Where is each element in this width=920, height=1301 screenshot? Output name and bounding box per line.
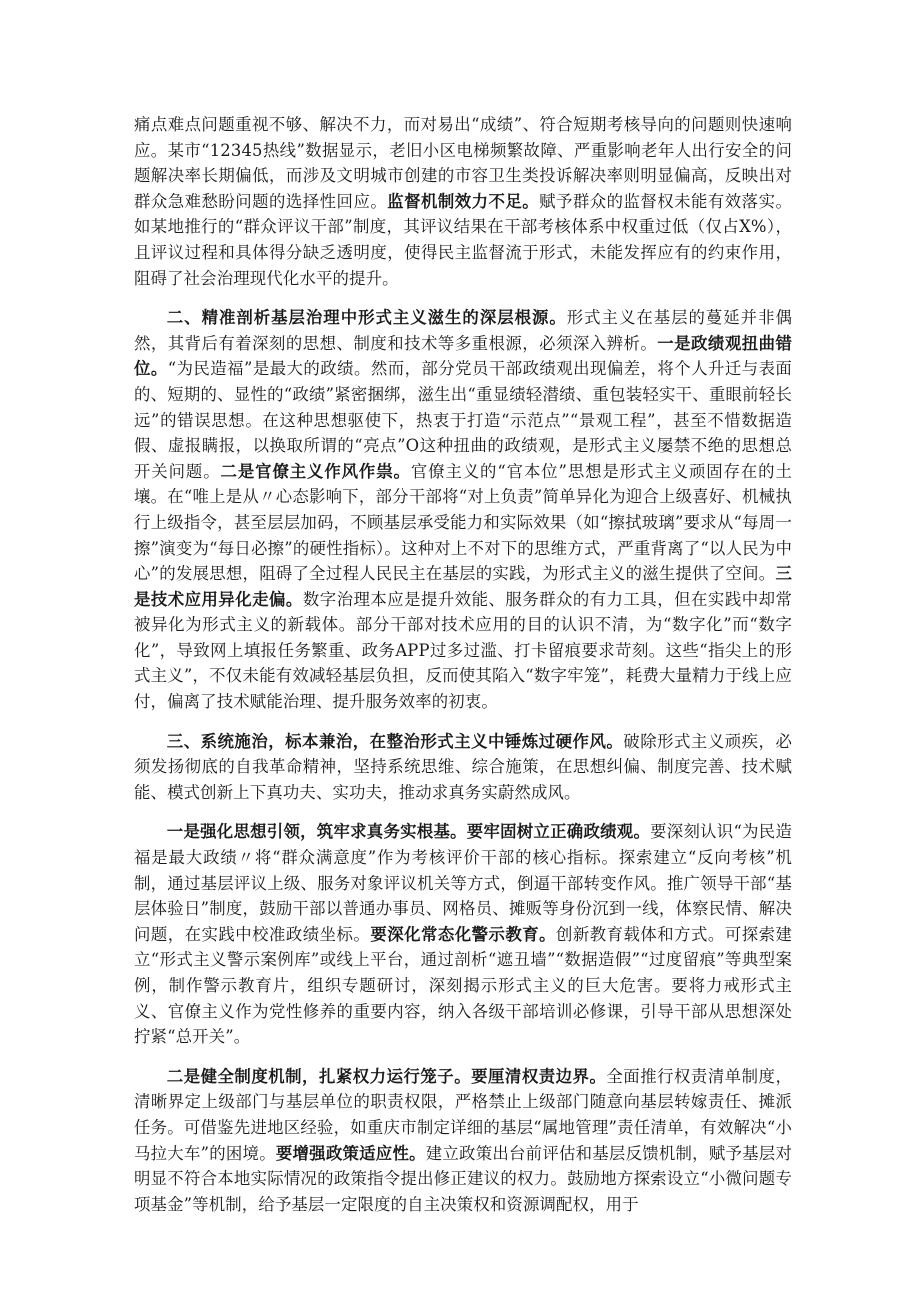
bold-heading-run: 二是官僚主义作风作祟。 <box>220 461 411 481</box>
bold-heading-run: 要增强政策适应性。 <box>275 1143 426 1163</box>
paragraph <box>134 112 792 291</box>
bold-heading-run: 要深化常态化警示教育。 <box>370 924 557 944</box>
paragraph <box>134 1064 792 1218</box>
paragraph <box>134 819 792 1049</box>
bold-heading-run: 监督机制效力不足。 <box>387 191 540 211</box>
bold-heading-run: 二是健全制度机制，扎紧权力运行笼子。要厘清权责边界。 <box>166 1066 607 1086</box>
text-run: 破除形式主义顽疾，必须发扬彻底的自我革命精神，坚持系统思维、综合施策，在思想纠偏、制度完善、技术赋能、模式创新上下真功夫、实功夫，推动求真务实蔚然成风。 <box>134 731 792 802</box>
text-run: 官僚主义的“官本位”思想是形式主义顽固存在的土壤。在“唯上是从〃心态影响下，部分干部将“对上负责”简单异化为迎合上级喜好、机械执行上级指令，甚至层层加码，不顾基层承受能力和实际效果（如“擦拭玻璃”要求从“每周一擦”演变为“每日必擦”的硬性指标）。这种对上不对下的思维方式，严重背离了“以人民为中心”的发展思想，阻碍了全过程人民民主在基层的实践，为形式主义的滋生提供了空间。 <box>134 461 792 584</box>
bold-heading-run: 一是强化思想引领，筑牢求真务实根基。要牢固树立正确政绩观。 <box>166 822 651 842</box>
text-run: 全面推行权责清单制度，清晰界定上级部门与基层单位的职责权限，严格禁止上级部门随意向基层转嫁责任、摊派任务。可借鉴先进地区经验，如重庆市制定详细的基层“属地管理”责任清单，有效解决“小马拉大车”的困境。 <box>134 1066 792 1163</box>
text-run: 赋予群众的监督权未能有效落实。如某地推行的“群众评议干部”制度，其评议结果在干部考核体系中权重过低（仅占X%），且评议过程和具体得分缺乏透明度，使得民主监督流于形式，未能发挥应有的约束作用，阻碍了社会治理现代化水平的提升。 <box>134 191 792 288</box>
paragraph <box>134 305 792 715</box>
text-run: 要深刻认识“为民造福是最大政绩〃将“群众满意度”作为考核评价干部的核心指标。探索建立“反向考核”机制，通过基层评议上级、服务对象评议机关等方式，倒逼干部转变作风。推广领导干部“基层体验日”制度，鼓励干部以普通办事员、网格员、摊贩等身份沉到一线，体察民情、解决问题，在实践中校准政绩坐标。 <box>134 822 792 944</box>
text-run: 建立政策出台前评估和基层反馈机制，赋予基层对明显不符合本地实际情况的政策指令提出修正建议的权力。鼓励地方探索设立“小微问题专项基金”等机制，给予基层一定限度的自主决策权和资源调配权，用于 <box>134 1143 792 1214</box>
text-run: 数字治理本应是提升效能、服务群众的有力工具，但在实践中却常被异化为形式主义的新载体。部分干部对技术应用的目的认识不清，为“数字化”而“数字化”，导致网上填报任务繁重、政务APP过多过滥、打卡留痕要求苛刻。这些“指尖上的形式主义”，不仅未能有效减轻基层负担，反而使其陷入“数字牢笼”，耗费大量精力于线上应付，偏离了技术赋能治理、提升服务效率的初衷。 <box>134 589 792 712</box>
bold-heading-run: 一是政绩观扭曲错位。 <box>134 333 792 379</box>
text-run: “为民造福”是最大的政绩。然而，部分党员干部政绩观出现偏差，将个人升迁与表面的、短期的、显性的“政绩”紧密捆绑，滋生出“重显绩轻潜绩、重包装轻实干、重眼前轻长远”的错误思想。在这种思想驱使下，热衷于打造“示范点”“景观工程”，甚至不惜数据造假、虚报瞒报，以换取所谓的“亮点”O这种扭曲的政绩观，是形式主义屡禁不绝的思想总开关问题。 <box>134 359 792 481</box>
bold-heading-run: 二、精准剖析基层治理中形式主义滋生的深层根源。 <box>166 308 567 328</box>
bold-heading-run: 三是技术应用异化走偏。 <box>134 564 792 609</box>
text-run: 形式主义在基层的蔓延并非偶然，其背后有着深刻的思想、制度和技术等多重根源，必须深入辨析。 <box>134 308 793 353</box>
text-run: 创新教育载体和方式。可探索建立“形式主义警示案例库”或线上平台，通过剖析“遮丑墙”“数据造假”“过度留痕”等典型案例，制作警示教育片，组织专题研讨，深刻揭示形式主义的巨大危害。要将力戒形式主义、官僚主义作为党性修养的重要内容，纳入各级干部培训必修课，引导干部从思想深处拧紧“总开关”。 <box>134 924 792 1047</box>
document-body <box>134 112 792 1217</box>
bold-heading-run: 三、系统施治，标本兼治，在整治形式主义中锤炼过硬作风。 <box>166 731 624 751</box>
text-run: 痛点难点问题重视不够、解决不力，而对易出“成绩”、符合短期考核导向的问题则快速响应。某市“12345热线”数据显示，老旧小区电梯频繁故障、严重影响老年人出行安全的问题解决率长期偏低，而涉及文明城市创建的市容卫生类投诉解决率则明显偏高，反映出对群众急难愁盼问题的选择性回应。 <box>134 115 792 211</box>
paragraph <box>134 729 792 806</box>
